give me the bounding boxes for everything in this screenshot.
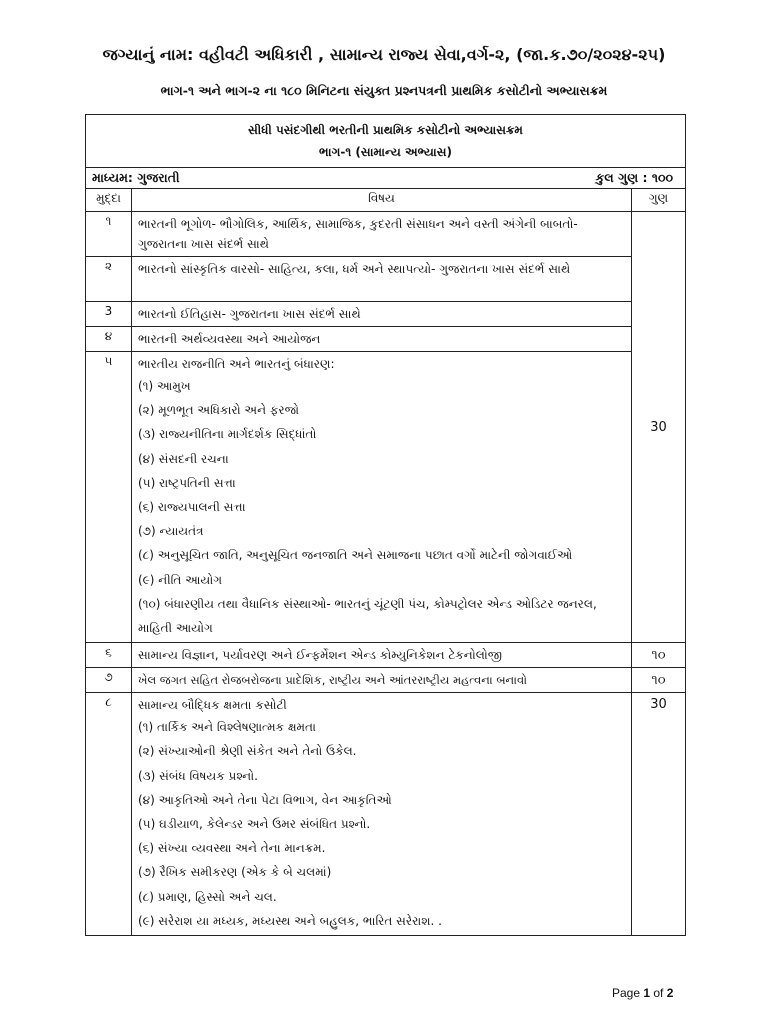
row-marks: 30 bbox=[632, 693, 686, 936]
list-item: (૭) રૈખિક સમીકરણ (એક કે બે ચલમાં) bbox=[138, 865, 332, 880]
row-number: ૫ bbox=[86, 352, 132, 643]
col-header-subject: વિષય bbox=[132, 189, 632, 212]
table-row bbox=[86, 327, 686, 352]
row-subject: ભારતની અર્થવ્યવસ્થા અને આયોજન bbox=[132, 327, 632, 352]
table-row bbox=[86, 257, 686, 302]
list-item: (૪) આકૃતિઓ અને તેના પેટા વિભાગ, વેન આકૃતિઓ bbox=[138, 792, 392, 807]
table-row bbox=[86, 212, 686, 257]
row-subject-title: સામાન્ય બૌદ્ધિક ક્ષમતા કસોટી bbox=[138, 698, 287, 713]
table-heading-line1: સીધી પસંદગીથી ભરતીની પ્રાથમિક કસોટીનો અભ્યાસક્રમ bbox=[248, 123, 523, 137]
page-current: 1 bbox=[643, 986, 651, 1000]
row-marks: 30 bbox=[632, 212, 686, 643]
list-item: (૮) પ્રમાણ, હિસ્સો અને ચલ. bbox=[138, 889, 277, 904]
page-prefix: Page bbox=[612, 986, 644, 1000]
table-row bbox=[86, 352, 686, 643]
column-header-row bbox=[86, 189, 686, 212]
list-item: (૨) સંખ્યાઓની શ્રેણી સંકેત અને તેનો ઉકેલ. bbox=[138, 744, 357, 759]
row-number: ૬ bbox=[86, 643, 132, 668]
list-item: (૯) સરેરાશ યા મધ્યક, મધ્યસ્થ અને બહુલક, ભારિત સરેરાશ. . bbox=[138, 913, 442, 928]
list-item: (૯) નીતિ આયોગ bbox=[138, 572, 222, 587]
row-subject: ભારતની ભૂગોળ- ભૌગોલિક, આર્થિક, સામાજિક, કુદરતી સંસાધન અને વસ્તી અંગેની બાબતો- ગુજરાતના ખાસ સંદર્ભ સાથે bbox=[132, 212, 632, 257]
row-subject bbox=[132, 693, 632, 936]
table-row bbox=[86, 302, 686, 327]
table-row bbox=[86, 668, 686, 693]
page-of: of bbox=[650, 986, 667, 1000]
list-item: (૩) સંબંધ વિષયક પ્રશ્નો. bbox=[138, 768, 258, 783]
row-marks: ૧૦ bbox=[632, 643, 686, 668]
list-item: (૧) તાર્કિક અને વિશ્લેષણાત્મક ક્ષમતા bbox=[138, 720, 316, 735]
col-header-marks: ગુણ bbox=[632, 189, 686, 212]
list-item: (૩) રાજ્યનીતિના માર્ગદર્શક સિદ્ધાંતો bbox=[138, 427, 317, 442]
row-subject-title: ભારતીય રાજનીતિ અને ભારતનું બંધારણ: bbox=[138, 357, 335, 371]
row-subject: ખેલ જગત સહિત રોજબરોજના પ્રાદેશિક, રાષ્ટ્રીય અને આંતરરાષ્ટ્રીય મહત્વના બનાવો bbox=[132, 668, 632, 693]
syllabus-table bbox=[85, 114, 686, 936]
page-total: 2 bbox=[666, 986, 674, 1000]
list-item: (૪) સંસદની રચના bbox=[138, 451, 229, 466]
list-item: (૧) આમુખ bbox=[138, 379, 191, 393]
row-subject: સામાન્ય વિજ્ઞાન, પર્યાવરણ અને ઈન્ફર્મેશન એન્ડ કોમ્યુનિકેશન ટેકનોલોજી bbox=[132, 643, 632, 668]
row-number: ૨ bbox=[86, 257, 132, 302]
row-number: ૧ bbox=[86, 212, 132, 257]
list-item: (૨) મૂળભૂત અધિકારો અને ફરજો bbox=[138, 403, 299, 418]
row-subject: ભારતનો સાંસ્કૃતિક વારસો- સાહિત્ય, કલા, ધર્મ અને સ્થાપત્યો- ગુજરાતના ખાસ સંદર્ભ સાથે bbox=[132, 257, 632, 302]
page-title: જગ્યાનું નામ: વહીવટી અધિકારી , સામાન્ય રાજ્ય સેવા,વર્ગ-૨, (જા.ક.૭૦/૨૦૨૪-૨૫) bbox=[102, 45, 666, 64]
row-number: ૭ bbox=[86, 668, 132, 693]
list-item: (૧૦) બંધારણીય તથા વૈધાનિક સંસ્થાઓ- ભારતનું ચૂંટણી પંચ, કોમ્પટ્રોલર એન્ડ ઓડિટર જનરલ, માહિતી આયોગ bbox=[138, 596, 597, 636]
row-number: ૪ bbox=[86, 327, 132, 352]
row-number: ૮ bbox=[86, 693, 132, 936]
list-item: (૬) રાજ્યપાલની સત્તા bbox=[138, 500, 246, 515]
list-item: (૫) ઘડીયાળ, કેલેન્ડર અને ઉમર સંબંધિત પ્રશ્નો. bbox=[138, 817, 371, 832]
list-item: (૭) ન્યાયતંત્ર bbox=[138, 524, 204, 539]
table-row bbox=[86, 693, 686, 936]
table-heading-row bbox=[86, 115, 686, 168]
row-subject: ભારતનો ઈતિહાસ- ગુજરાતના ખાસ સંદર્ભ સાથે bbox=[132, 302, 632, 327]
list-item: (૮) અનુસૂચિત જાતિ, અનુસૂચિત જનજાતિ અને સમાજના પછાત વર્ગો માટેની જોગવાઈઓ bbox=[138, 548, 573, 563]
medium-row bbox=[86, 168, 686, 189]
row-number: 3 bbox=[86, 302, 132, 327]
list-item: (૫) રાષ્ટ્રપતિની સત્તા bbox=[138, 475, 236, 490]
page-subtitle: ભાગ-૧ અને ભાગ-૨ ના ૧૮૦ મિનિટના સંયુક્ત પ્રશ્નપત્રની પ્રાથમિક કસોટીનો અભ્યાસક્રમ bbox=[160, 83, 608, 98]
list-item: (૬) સંખ્યા વ્યવસ્થા અને તેના માનક્રમ. bbox=[138, 841, 326, 856]
table-row bbox=[86, 643, 686, 668]
row-subject bbox=[132, 352, 632, 643]
page-indicator bbox=[612, 986, 673, 1000]
medium-label: માધ્યમ: ગુજરાતી bbox=[92, 170, 180, 185]
col-header-no: મુદ્દા bbox=[86, 189, 132, 212]
row-marks: ૧૦ bbox=[632, 668, 686, 693]
table-heading bbox=[86, 115, 686, 168]
table-heading-line2: ભાગ-૧ (સામાન્ય અભ્યાસ) bbox=[319, 145, 452, 159]
total-marks: કુલ ગુણ : ૧૦૦ bbox=[595, 170, 673, 185]
